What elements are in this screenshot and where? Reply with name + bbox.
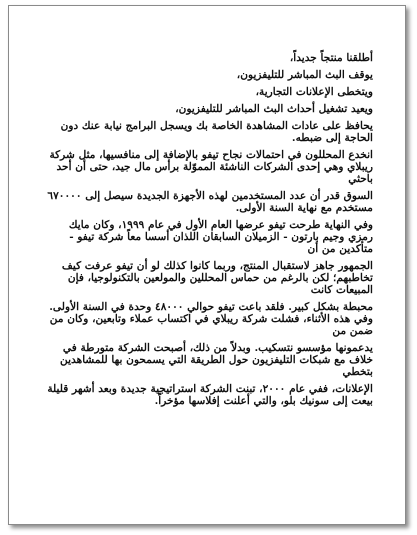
paragraph-12: الإعلانات، ففي عام ٢٠٠٠، تبنت الشركة استراتيجية جديدة وبعد أشهر قليلة بيعت إلى سونيك بلو، والتي أعلنت إفلاسها مؤخراً. [47, 383, 373, 407]
paragraph-5: يحافظ على عادات المشاهدة الخاصة بك ويسجل البرامج نيابة عنك دون الحاجة إلى ضبطه. [60, 120, 373, 144]
page-sheet [8, 5, 406, 525]
paragraph-11: يدعمونها مؤسسو نتسكيب. وبدلاً من ذلك، أصبحت الشركة متورطة في خلاف مع شبكات التليفزيون حول الطريقة التي يسمحون بها للمشاهدين بتخطي [60, 342, 373, 378]
paragraph-10: محبطة بشكل كبير. فلقد باعت تيفو حوالي ٤٨٠٠٠ وحدة في السنة الأولى. وفي هذه الأثناء، فشلت شركة ريبلاي في اكتساب عملاء وتابعين، وكان من ضمن من [49, 301, 373, 337]
paragraph-2: يوقف البث المباشر للتليفزيون، [236, 69, 373, 81]
paragraph-3: ويتخطى الإعلانات التجارية، [255, 86, 373, 98]
paragraph-9: الجمهور جاهز لاستقبال المنتج، وربما كانوا كذلك لو أن تيفو عرفت كيف تخاطبهم؛ لكن بالرغم من حماس المحللين والمولعين بالتكنولوجيا، فإن المبيعات كانت [61, 260, 373, 296]
paragraph-8: وفي النهاية طرحت تيفو عرضها العام الأول في عام ١٩٩٩، وكان مايك رمزي وجيم بارتون - الزميلان السابقان اللذان أسسا معاً شركة تيفو - متأكدين من أن [68, 219, 373, 255]
paragraph-7: السوق قدر أن عدد المستخدمين لهذه الأجهزة الجديدة سيصل إلى ٦٧٠٠٠٠ مستخدم مع نهاية السنة الأولى. [47, 190, 373, 214]
paragraph-4: ويعيد تشغيل أحداث البث المباشر للتليفزيون، [175, 103, 373, 115]
article-body [43, 52, 373, 412]
paragraph-1: أطلقنا منتجاً جديداً، [289, 52, 373, 64]
paragraph-6: انخدع المحللون في احتمالات نجاح تيفو بالإضافة إلى منافسيها، مثل شركة ريبلاي وهي إحدى الشركات الناشئة المموّلة برأس مال جيد، حتى أن أحد باحثي [49, 149, 373, 185]
